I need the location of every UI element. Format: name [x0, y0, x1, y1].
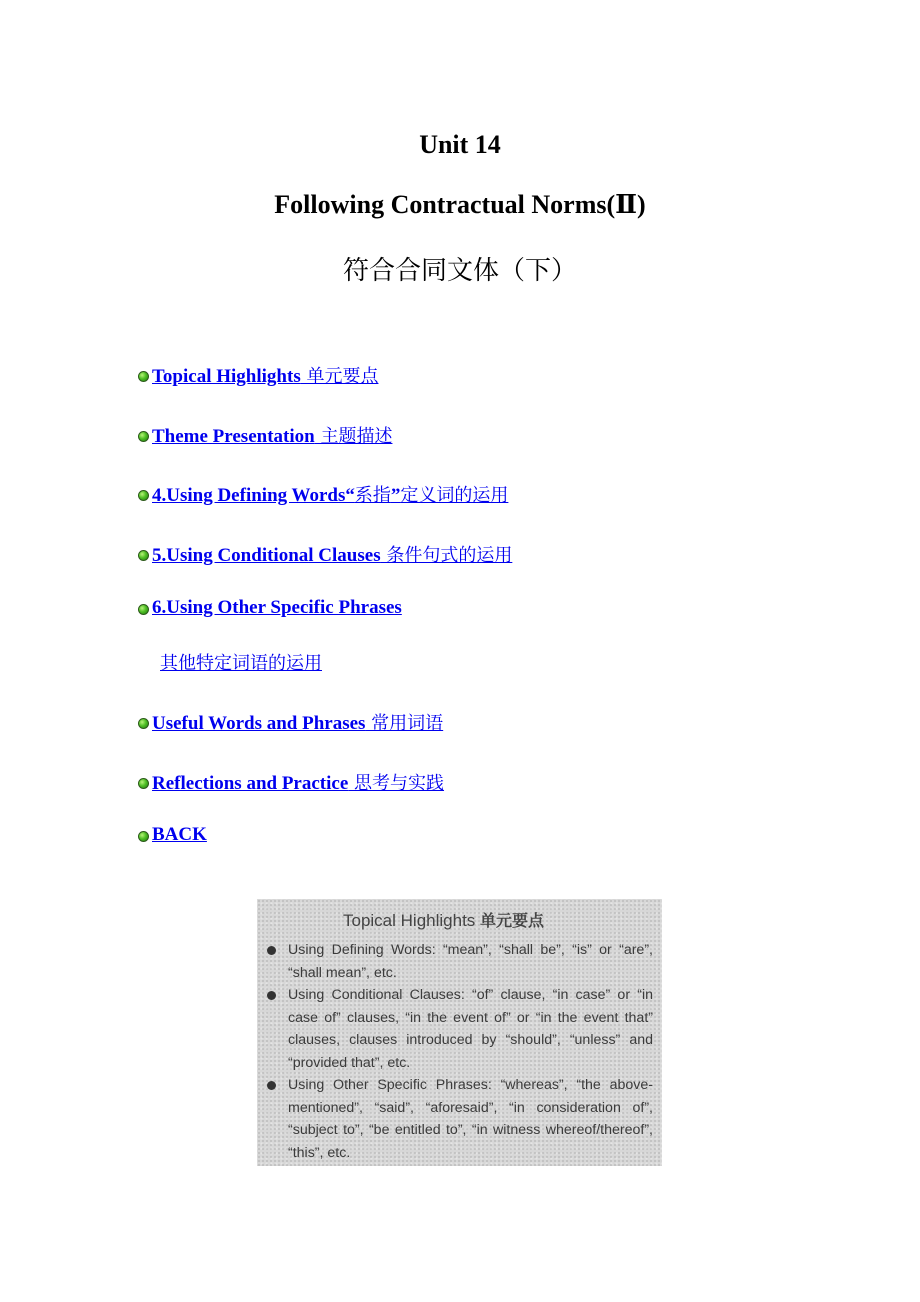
- scan-point-conditional-clauses: Using Conditional Clauses: “of” clause, “in case” or “in case of” clauses, “in the event of” or “in the event that” clauses, clauses introduced by “should”, “unless” and “provided that”, etc.: [267, 984, 653, 1074]
- specific-phrases-subtitle-link[interactable]: 其他特定词语的运用: [160, 653, 322, 674]
- bullet-dot-icon: [267, 946, 276, 955]
- bullet-dot-icon: [267, 1081, 276, 1090]
- nav-item-back[interactable]: [138, 822, 207, 848]
- unit-number: Unit 14: [419, 130, 501, 159]
- green-bullet-icon: [138, 718, 149, 729]
- nav-item-specific-phrases[interactable]: [138, 595, 402, 621]
- reflections-link[interactable]: Reflections and Practice 思考与实践: [152, 773, 445, 794]
- scan-point-defining-words: Using Defining Words: “mean”, “shall be”, “is” or “are”, “shall mean”, etc.: [267, 939, 653, 984]
- green-bullet-icon: [138, 490, 149, 501]
- unit-title-en: Following Contractual Norms(Ⅱ): [274, 190, 646, 219]
- nav-item-useful-words[interactable]: [138, 709, 443, 735]
- green-bullet-icon: [138, 778, 149, 789]
- useful-words-link[interactable]: Useful Words and Phrases 常用词语: [152, 713, 444, 734]
- topical-highlights-link[interactable]: Topical Highlights 单元要点: [152, 366, 379, 387]
- green-bullet-icon: [138, 604, 149, 615]
- green-bullet-icon: [138, 550, 149, 561]
- theme-presentation-link[interactable]: Theme Presentation 主题描述: [152, 426, 393, 447]
- nav-item-theme-presentation[interactable]: [138, 422, 392, 448]
- scan-point-specific-phrases: Using Other Specific Phrases: “whereas”, “the above-mentioned”, “said”, “aforesaid”, “in consideration of”, “subject to”, “be entitled to”, “in witness whereof/thereof”, “this”, etc.: [267, 1074, 653, 1164]
- nav-item-topical-highlights[interactable]: [138, 362, 378, 388]
- nav-item-reflections[interactable]: [138, 769, 444, 795]
- scan-heading: Topical Highlights 单元要点: [343, 911, 545, 930]
- specific-phrases-link[interactable]: 6.Using Other Specific Phrases: [152, 597, 402, 618]
- nav-item-conditional-clauses[interactable]: [138, 541, 512, 567]
- defining-words-link[interactable]: 4.Using Defining Words“系指”定义词的运用: [152, 485, 509, 506]
- bullet-dot-icon: [267, 991, 276, 1000]
- conditional-clauses-link[interactable]: 5.Using Conditional Clauses 条件句式的运用: [152, 545, 513, 566]
- green-bullet-icon: [138, 831, 149, 842]
- unit-title-zh: 符合合同文体（下）: [342, 256, 577, 286]
- topical-highlights-scan: [257, 899, 662, 1166]
- green-bullet-icon: [138, 431, 149, 442]
- green-bullet-icon: [138, 371, 149, 382]
- nav-item-defining-words[interactable]: [138, 481, 508, 507]
- back-link[interactable]: BACK: [152, 824, 207, 845]
